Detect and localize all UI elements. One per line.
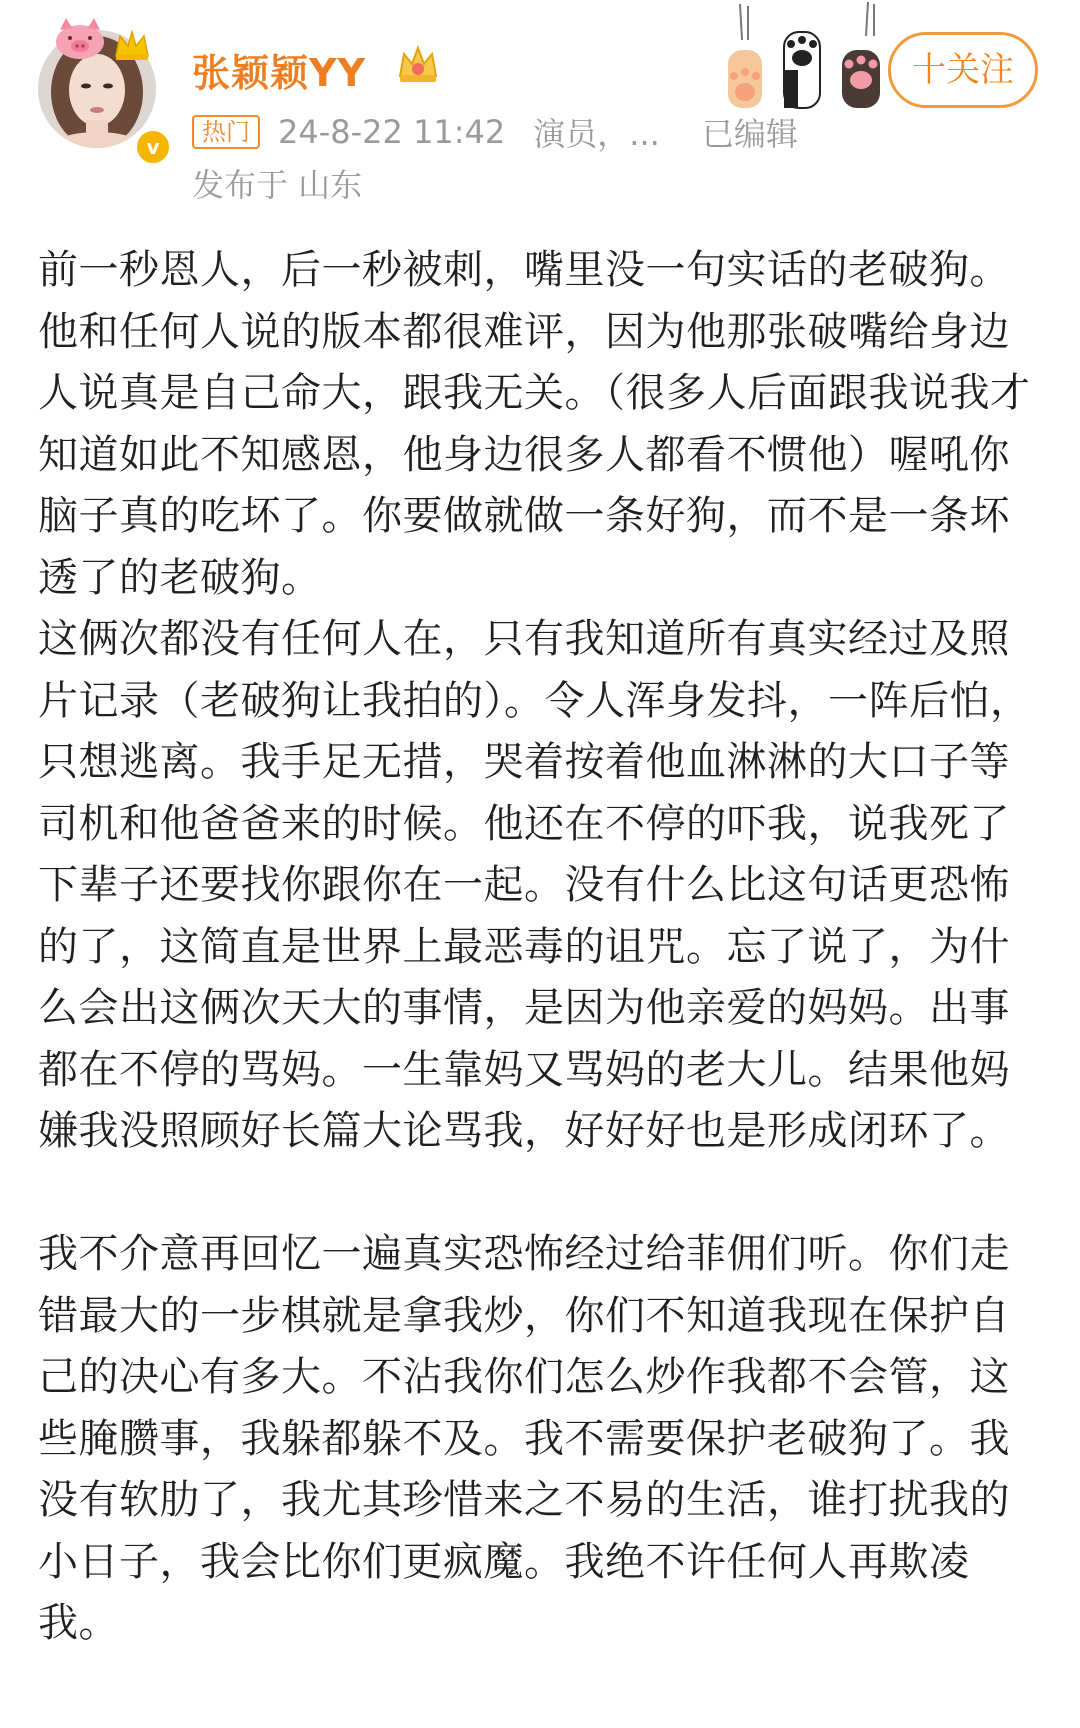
post-time: 24-8-22 11:42	[278, 113, 506, 151]
crown-icon	[112, 28, 152, 62]
username[interactable]: 张颖颖YY	[192, 51, 367, 95]
author-role[interactable]: 演员，...	[533, 115, 660, 153]
vip-crown-icon[interactable]	[395, 42, 441, 86]
post-paragraph: 我不介意再回忆一遍真实恐怖经过给菲佣们听。你们走错最大的一步棋就是拿我炒，你们不知道我现在保护自己的决心有多大。不沾我你们怎么炒作我都不会管，这些腌臜事，我躲都躲不及。我不需要保护老破狗了。我没有软肋了，我尤其珍惜来之不易的生活，谁打扰我的小日子，我会比你们更疯魔。我绝不许任何人再欺凌我。	[38, 1231, 1010, 1646]
post-body	[38, 240, 1048, 1655]
cat-paws-icon	[718, 0, 898, 120]
avatar-container[interactable]	[38, 30, 160, 159]
follow-button[interactable]: 十关注	[888, 32, 1038, 108]
post-paragraph: 这俩次都没有任何人在，只有我知道所有真实经过及照片记录（老破狗让我拍的）。令人浑身发抖，一阵后怕，只想逃离。我手足无措，哭着按着他血淋淋的大口子等司机和他爸爸来的时候。他还在不停的吓我，说我死了下辈子还要找你跟你在一起。没有什么比这句话更恐怖的了，这简直是世界上最恶毒的诅咒。忘了说了，为什么会出这俩次天大的事情，是因为他亲爱的妈妈。出事都在不停的骂妈。一生靠妈又骂妈的老大儿。结果他妈嫌我没照顾好长篇大论骂我，好好好也是形成闭环了。	[38, 616, 1031, 1154]
post-location: 发布于 山东	[192, 166, 363, 204]
pig-icon	[50, 16, 110, 60]
post-paragraph: 前一秒恩人，后一秒被刺，嘴里没一句实话的老破狗。他和任何人说的版本都很难评，因为他那张破嘴给身边人说真是自己命大，跟我无关。（很多人后面跟我说我才知道如此不知感恩，他身边很多人都看不惯他）喔吼你脑子真的吃坏了。你要做就做一条好狗，而不是一条坏透了的老破狗。	[38, 247, 1031, 601]
post-meta	[192, 112, 798, 152]
hot-badge: 热门	[192, 115, 260, 149]
post-header	[0, 0, 1080, 220]
verified-icon: v	[134, 128, 172, 166]
edited-label[interactable]: 已编辑	[701, 115, 798, 153]
